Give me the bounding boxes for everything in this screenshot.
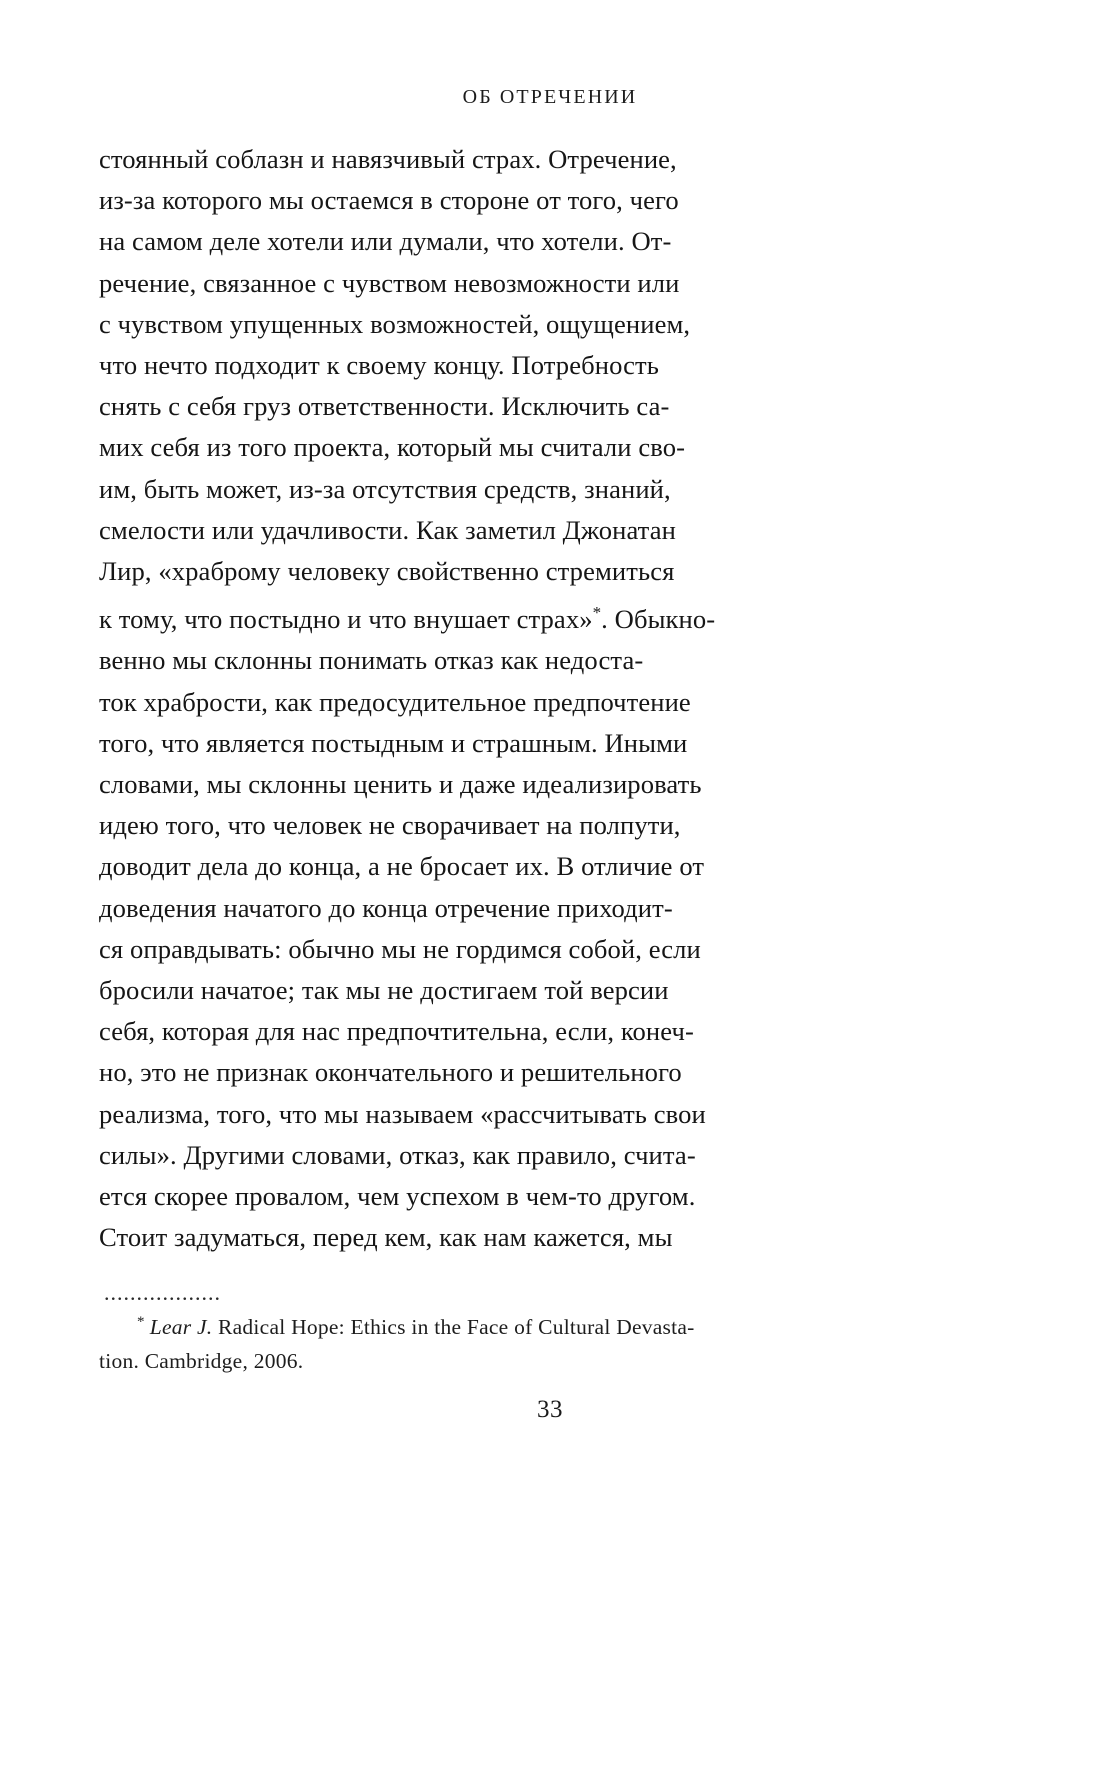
footnote-line [99,1305,805,1344]
body-line-text: к тому, что постыдно и что внушает страх» [99,604,593,635]
body-line: идею того, что человек не сворачивает на полпути, [99,810,681,841]
body-line: мих себя из того проекта, который мы считали сво- [99,432,686,463]
body-line: что нечто подходит к своему концу. Потребность [99,350,659,381]
body-line: того, что является постыдным и страшным. Иными [99,727,688,758]
footnote-marker: * [137,1314,145,1330]
footnote-separator-rule: .................. [104,1280,221,1305]
body-line: с чувством упущенных возможностей, ощущением, [99,308,691,339]
body-line: ток храбрости, как предосудительное предпочтение [99,686,691,717]
body-line: им, быть может, из-за отсутствия средств, знаний, [99,473,671,504]
body-line-text-tail: . Обыкно- [601,604,716,635]
body-line: бросили начатое; так мы не достигаем той версии [99,974,669,1005]
footnote-reference-marker[interactable]: * [592,603,602,623]
body-line: ется скорее провалом, чем успехом в чем-то другом. [99,1180,696,1211]
footnote-title-part: Radical Hope: Ethics in the Face of Cultural Devasta- [218,1315,695,1340]
page-number: 33 [537,1396,563,1423]
body-line: снять с себя груз ответственности. Исключить са- [99,391,670,422]
body-line-with-footnote [99,592,805,640]
body-line: словами, мы склонны ценить и даже идеализировать [99,768,702,799]
body-line: стоянный соблазн и навязчивый страх. Отречение, [99,144,677,174]
body-line: смелости или удачливости. Как заметил Джонатан [99,514,676,545]
body-line: силы». Другими словами, отказ, как правило, счита- [99,1139,696,1170]
body-line: доводит дела до конца, а не бросает их. В отличие от [99,851,705,882]
body-text-block [99,139,805,1258]
body-line: себя, которая для нас предпочтительна, если, конеч- [99,1016,694,1047]
body-line: Стоит задуматься, перед кем, как нам кажется, мы [99,1222,673,1253]
body-line: на самом деле хотели или думали, что хотели. От- [99,226,672,257]
body-line: речение, связанное с чувством невозможности или [99,267,680,298]
body-line: реализма, того, что мы называем «рассчитывать свои [99,1098,706,1129]
footnote-author: Lear J. [149,1315,213,1340]
body-line: венно мы склонны понимать отказ как недоста- [99,645,644,676]
running-head: ОБ ОТРЕЧЕНИИ [462,86,638,108]
footnote-line: tion. Cambridge, 2006. [99,1349,304,1374]
body-line: из-за которого мы остаемся в стороне от того, чего [99,185,679,216]
body-line: ся оправдывать: обычно мы не гордимся собой, если [99,933,701,964]
footnote-block [99,1305,805,1378]
body-line: Лир, «храброму человеку свойственно стремиться [99,556,675,587]
body-line: но, это не признак окончательного и решительного [99,1057,682,1088]
body-line: доведения начатого до конца отречение приходит- [99,892,673,923]
